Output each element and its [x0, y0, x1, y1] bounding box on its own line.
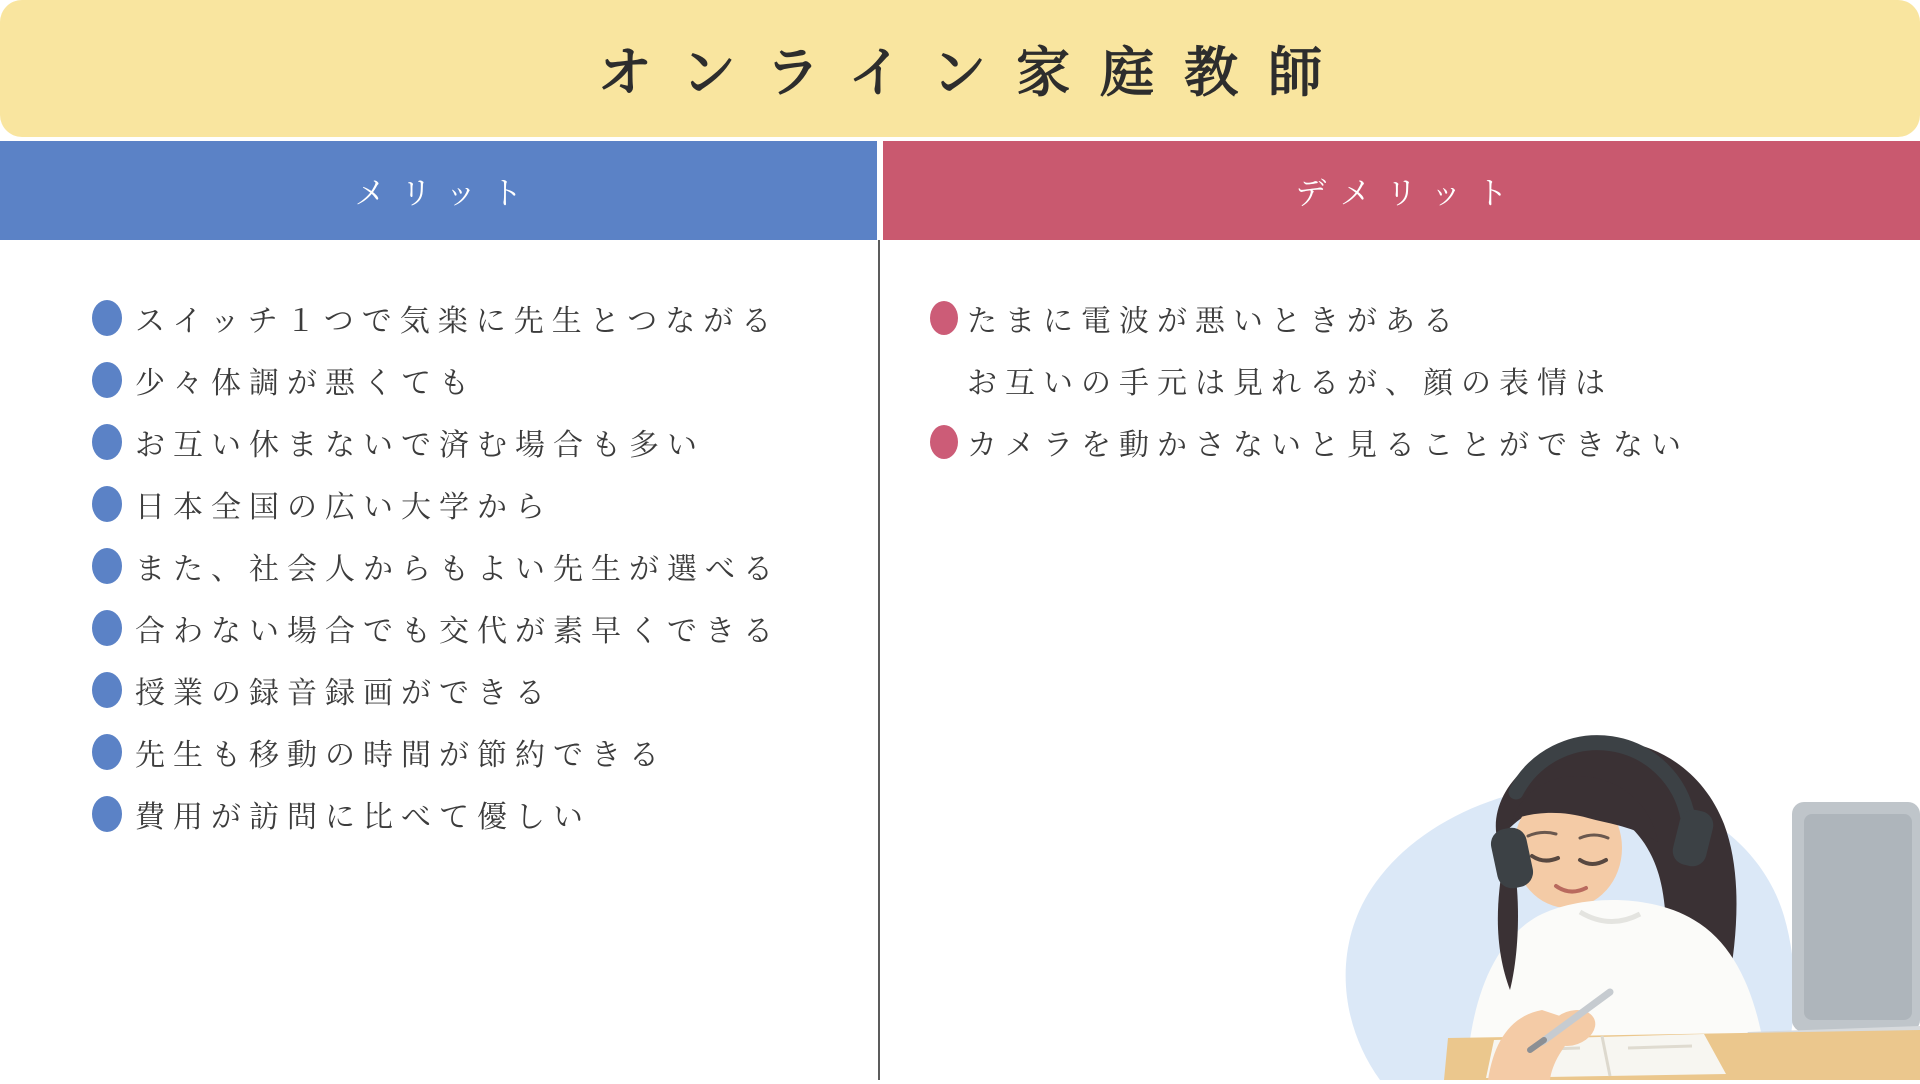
merit-column-header: [0, 141, 877, 240]
demerit-item-text: お互いの手元は見れるが、顔の表情は: [967, 366, 1613, 401]
demerit-bullet-icon: [930, 425, 958, 459]
page-title: オンライン家庭教師: [597, 41, 1353, 104]
merit-item-text: 少々体調が悪くても: [135, 366, 477, 401]
merit-item: [92, 597, 781, 659]
merit-item-text: 授業の録音録画ができる: [135, 676, 553, 711]
merit-bullet-icon: [92, 548, 122, 584]
photo-laptop-screen-edge: [1804, 814, 1912, 1020]
merit-bullet-icon: [92, 362, 122, 398]
title-banner: [0, 0, 1920, 137]
merit-item: [92, 659, 781, 721]
column-divider: [878, 240, 880, 1080]
demerit-item: [930, 349, 1689, 411]
merit-item: [92, 287, 781, 349]
demerit-column-header: [883, 141, 1920, 240]
demerit-header-label: デメリット: [1295, 176, 1523, 212]
demerit-item-text: カメラを動かさないと見ることができない: [967, 428, 1689, 463]
demerit-item: [930, 411, 1689, 473]
demerit-bullet-icon: [930, 301, 958, 335]
photo-notebook-line: [1628, 1046, 1692, 1048]
merit-item: [92, 473, 781, 535]
merit-item: [92, 535, 781, 597]
merit-item: [92, 783, 781, 845]
demerit-item: [930, 287, 1689, 349]
demerit-list: [930, 287, 1689, 473]
merit-bullet-icon: [92, 300, 122, 336]
merit-list: [92, 287, 781, 845]
merit-item-text: また、社会人からもよい先生が選べる: [135, 552, 781, 587]
merit-item-text: 先生も移動の時間が節約できる: [135, 738, 667, 773]
merit-item-text: 合わない場合でも交代が素早くできる: [135, 614, 781, 649]
merit-bullet-icon: [92, 610, 122, 646]
merit-bullet-icon: [92, 424, 122, 460]
student-photo-illustration: [1280, 690, 1920, 1080]
merit-item-text: 日本全国の広い大学から: [135, 490, 553, 525]
merit-item: [92, 411, 781, 473]
merit-item-text: 費用が訪問に比べて優しい: [135, 800, 591, 835]
merit-bullet-icon: [92, 486, 122, 522]
merit-item: [92, 721, 781, 783]
merit-item-text: スイッチ１つで気楽に先生とつながる: [135, 304, 780, 339]
merit-header-label: メリット: [354, 176, 538, 212]
demerit-item-text: たまに電波が悪いときがある: [967, 304, 1461, 339]
merit-bullet-icon: [92, 672, 122, 708]
merit-item: [92, 349, 781, 411]
merit-bullet-icon: [92, 796, 122, 832]
merit-item-text: お互い休まないで済む場合も多い: [135, 428, 705, 463]
merit-bullet-icon: [92, 734, 122, 770]
student-photo: [1280, 690, 1920, 1080]
